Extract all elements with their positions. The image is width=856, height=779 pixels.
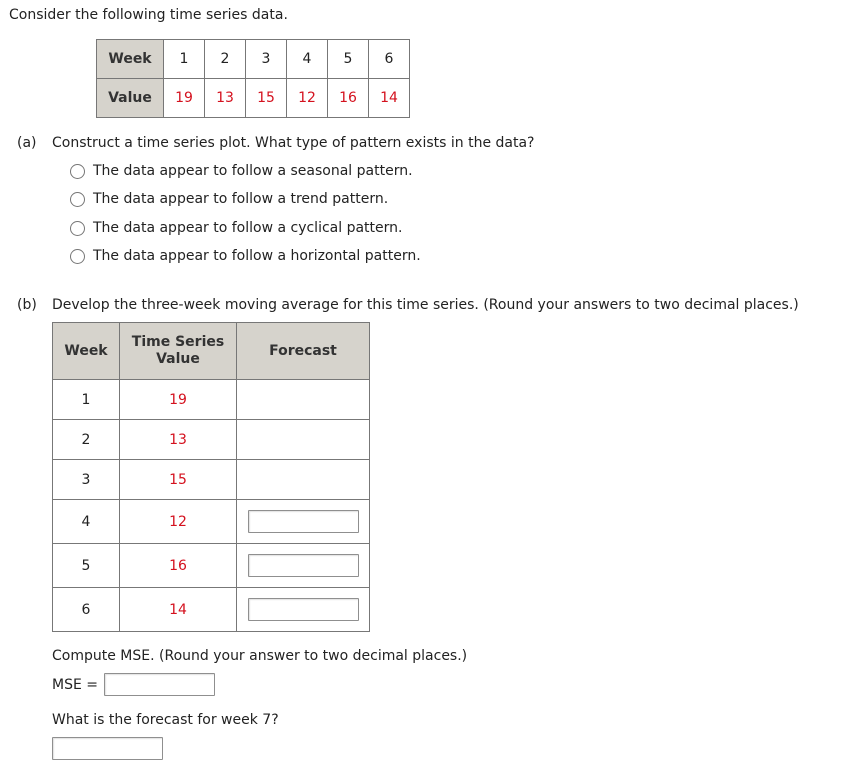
forecast-input-week-4[interactable] [248,510,359,533]
option-label: The data appear to follow a horizontal pattern. [93,248,421,264]
value-cell: 15 [246,79,287,118]
radio-button[interactable] [70,249,85,264]
value-cell: 16 [120,544,237,588]
mse-input[interactable] [104,673,215,696]
value-cell: 14 [369,79,410,118]
value-header-line1: Time Series [131,334,225,350]
mse-label: MSE = [52,677,98,693]
forecast-input-week-6[interactable] [248,598,359,621]
intro-text: Consider the following time series data. [9,7,288,23]
value-cell: 13 [205,79,246,118]
value-column-header [120,323,237,380]
table-row [53,588,370,632]
table-row [53,500,370,544]
table-row [53,544,370,588]
forecast-cell-empty [237,380,370,420]
week-cell: 4 [53,500,120,544]
mse-prompt: Compute MSE. (Round your answer to two decimal places.) [52,648,468,664]
part-a-label: (a) [17,135,37,151]
forecast-cell [237,500,370,544]
header-row [53,323,370,380]
forecast-input-week-5[interactable] [248,554,359,577]
week7-forecast-input[interactable] [52,737,163,760]
option-cyclical[interactable] [70,219,402,237]
value-cell: 14 [120,588,237,632]
week-cell: 5 [53,544,120,588]
week-cell: 1 [164,40,205,79]
table-row [53,420,370,460]
value-cell: 12 [120,500,237,544]
value-cell: 12 [287,79,328,118]
option-label: The data appear to follow a cyclical pattern. [93,220,403,236]
value-cell: 16 [328,79,369,118]
week-cell: 3 [246,40,287,79]
part-b-question: Develop the three-week moving average for this time series. (Round your answers to two decimal places.) [52,297,799,313]
forecast-cell-empty [237,420,370,460]
week-cell: 2 [205,40,246,79]
week-column-header: Week [53,323,120,380]
forecast-cell-empty [237,460,370,500]
forecast-cell [237,588,370,632]
value-header: Value [97,79,164,118]
week-cell: 6 [369,40,410,79]
table-row [53,460,370,500]
week-header: Week [97,40,164,79]
week-cell: 3 [53,460,120,500]
time-series-data-table [96,39,410,118]
option-label: The data appear to follow a trend pattern. [93,191,389,207]
table-row [53,380,370,420]
week7-prompt: What is the forecast for week 7? [52,712,279,728]
value-cell: 19 [164,79,205,118]
part-b-label: (b) [17,297,37,313]
value-cell: 13 [120,420,237,460]
moving-average-table [52,322,370,632]
part-a-question: Construct a time series plot. What type of pattern exists in the data? [52,135,535,151]
option-trend[interactable] [70,190,388,208]
option-horizontal[interactable] [70,247,421,265]
value-row [97,79,410,118]
radio-button[interactable] [70,192,85,207]
week-cell: 1 [53,380,120,420]
radio-button[interactable] [70,164,85,179]
forecast-cell [237,544,370,588]
option-label: The data appear to follow a seasonal pattern. [93,163,413,179]
option-seasonal[interactable] [70,162,413,180]
radio-button[interactable] [70,221,85,236]
forecast-column-header: Forecast [237,323,370,380]
value-cell: 19 [120,380,237,420]
week-cell: 2 [53,420,120,460]
week-cell: 5 [328,40,369,79]
value-header-line2: Value [156,351,200,367]
value-cell: 15 [120,460,237,500]
week-cell: 4 [287,40,328,79]
week-cell: 6 [53,588,120,632]
week-row [97,40,410,79]
